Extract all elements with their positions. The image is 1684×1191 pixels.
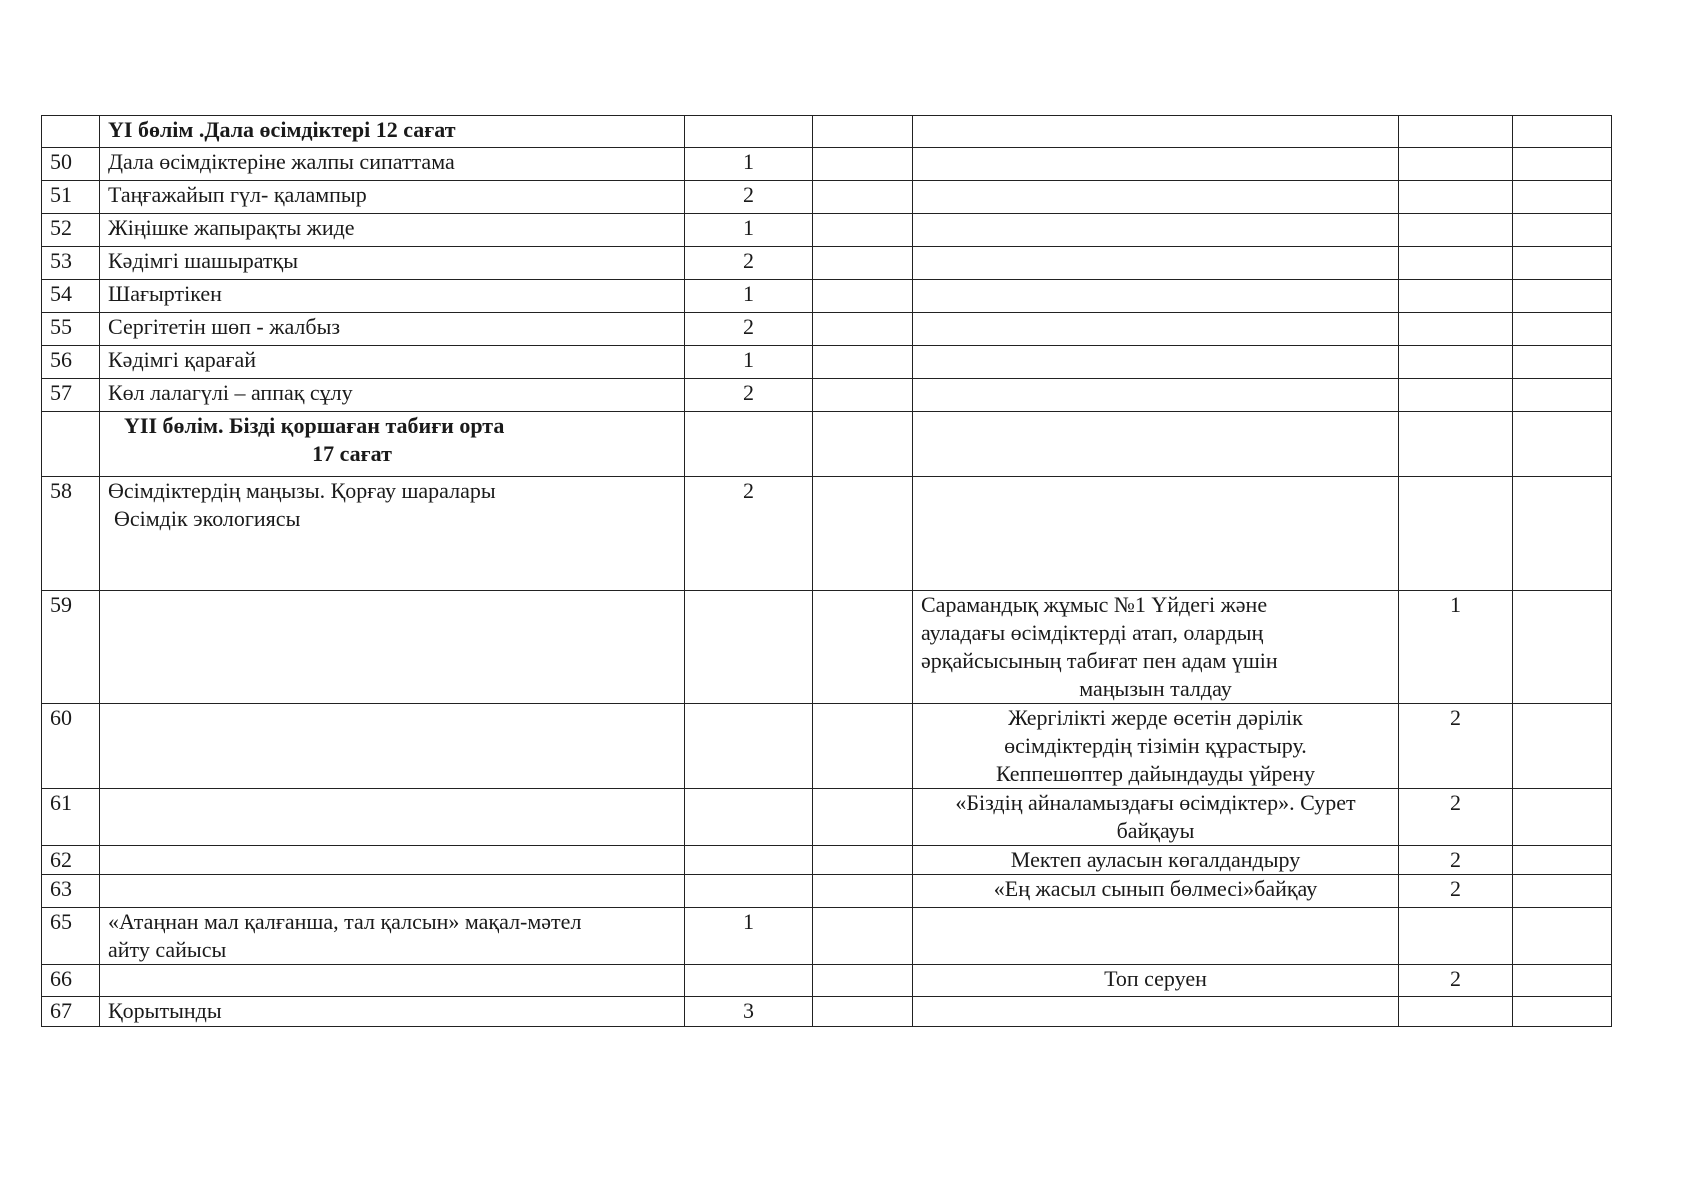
- topic-cell: Шағыртікен: [100, 280, 685, 313]
- topic-cell: Қорытынды: [100, 997, 685, 1027]
- row-number: 54: [42, 280, 100, 313]
- table-row: [42, 181, 1612, 214]
- practical-hours-cell: 2: [1399, 789, 1513, 846]
- hours-cell: 3: [685, 997, 813, 1027]
- practical-cell: Мектеп ауласын көгалдандыру: [913, 846, 1399, 875]
- row-number: 59: [42, 591, 100, 704]
- table-row: [42, 846, 1612, 875]
- table-row: [42, 591, 1612, 704]
- row-number: 55: [42, 313, 100, 346]
- topic-cell: Жіңішке жапырақты жиде: [100, 214, 685, 247]
- row-number: 62: [42, 846, 100, 875]
- practical-hours-cell: 2: [1399, 965, 1513, 997]
- table-row: [42, 704, 1612, 789]
- hours-cell: 1: [685, 214, 813, 247]
- practical-cell: Топ серуен: [913, 965, 1399, 997]
- topic-line: айту сайысы: [108, 937, 227, 962]
- practical-line: «Біздің айналамыздағы өсімдіктер». Сурет: [955, 790, 1356, 815]
- hours-cell: 2: [685, 313, 813, 346]
- hours-cell: 1: [685, 148, 813, 181]
- hours-cell: 1: [685, 908, 813, 965]
- practical-line: Кеппешөптер дайындауды үйрену: [995, 761, 1316, 786]
- table-row: [42, 997, 1612, 1027]
- table-row: [42, 346, 1612, 379]
- topic-line: Өсімдік экологиясы: [114, 506, 301, 531]
- topic-cell: [100, 477, 685, 591]
- practical-hours-cell: 1: [1399, 591, 1513, 704]
- row-number: 63: [42, 875, 100, 908]
- row-number: 58: [42, 477, 100, 591]
- row-number: 50: [42, 148, 100, 181]
- table-row: [42, 214, 1612, 247]
- topic-line: «Атаңнан мал қалғанша, тал қалсын» мақал-мәтел: [108, 909, 582, 934]
- practical-hours-cell: 2: [1399, 704, 1513, 789]
- section-title-line: ҮІІ бөлім. Бізді қоршаған табиғи орта: [124, 413, 505, 438]
- topic-cell: Кәдімгі шашыратқы: [100, 247, 685, 280]
- practical-line: байқауы: [1116, 818, 1195, 843]
- topic-cell: [100, 908, 685, 965]
- hours-cell: 1: [685, 346, 813, 379]
- lesson-plan-table: [41, 115, 1612, 1027]
- table-row: [42, 965, 1612, 997]
- hours-cell: 2: [685, 379, 813, 412]
- practical-cell: [913, 591, 1399, 704]
- table-row: [42, 908, 1612, 965]
- section-title: [100, 412, 685, 477]
- row-number: 53: [42, 247, 100, 280]
- topic-line: Өсімдіктердің маңызы. Қорғау шаралары: [108, 478, 496, 503]
- row-number: 66: [42, 965, 100, 997]
- hours-cell: 1: [685, 280, 813, 313]
- row-number: 56: [42, 346, 100, 379]
- practical-line: Жергілікті жерде өсетін дәрілік: [1008, 705, 1303, 730]
- table-row: [42, 313, 1612, 346]
- table-row: [42, 379, 1612, 412]
- row-number: 67: [42, 997, 100, 1027]
- row-number: 52: [42, 214, 100, 247]
- topic-cell: Таңғажайып гүл- қалампыр: [100, 181, 685, 214]
- table-row: [42, 875, 1612, 908]
- practical-cell: [913, 789, 1399, 846]
- row-number: 61: [42, 789, 100, 846]
- practical-hours-cell: 2: [1399, 846, 1513, 875]
- practical-line: маңызын талдау: [1079, 676, 1232, 701]
- row-number: 57: [42, 379, 100, 412]
- practical-cell: «Ең жасыл сынып бөлмесі»байқау: [913, 875, 1399, 908]
- table-row: [42, 247, 1612, 280]
- row-number: 60: [42, 704, 100, 789]
- topic-cell: Дала өсімдіктеріне жалпы сипаттама: [100, 148, 685, 181]
- practical-line: өсімдіктердің тізімін құрастыру.: [1004, 733, 1307, 758]
- table-row: [42, 280, 1612, 313]
- practical-cell: [913, 704, 1399, 789]
- table-row: [42, 477, 1612, 591]
- practical-line: ауладағы өсімдіктерді атап, олардың: [921, 620, 1264, 645]
- row-number: 51: [42, 181, 100, 214]
- table-row: [42, 789, 1612, 846]
- practical-line: Сарамандық жұмыс №1 Үйдегі және: [921, 592, 1268, 617]
- practical-line: әрқайсысының табиғат пен адам үшін: [921, 648, 1278, 673]
- hours-cell: 2: [685, 247, 813, 280]
- practical-hours-cell: 2: [1399, 875, 1513, 908]
- section-title: ҮІ бөлім .Дала өсімдіктері 12 сағат: [100, 116, 685, 148]
- table-row: [42, 148, 1612, 181]
- hours-cell: 2: [685, 477, 813, 591]
- num-cell: [42, 116, 100, 148]
- topic-cell: Көл лалагүлі – аппақ сұлу: [100, 379, 685, 412]
- hours-cell: 2: [685, 181, 813, 214]
- section-title-hours: 17 сағат: [312, 441, 392, 466]
- topic-cell: Сергітетін шөп - жалбыз: [100, 313, 685, 346]
- section-header-row: [42, 412, 1612, 477]
- topic-cell: Кәдімгі қарағай: [100, 346, 685, 379]
- row-number: 65: [42, 908, 100, 965]
- section-header-row: [42, 116, 1612, 148]
